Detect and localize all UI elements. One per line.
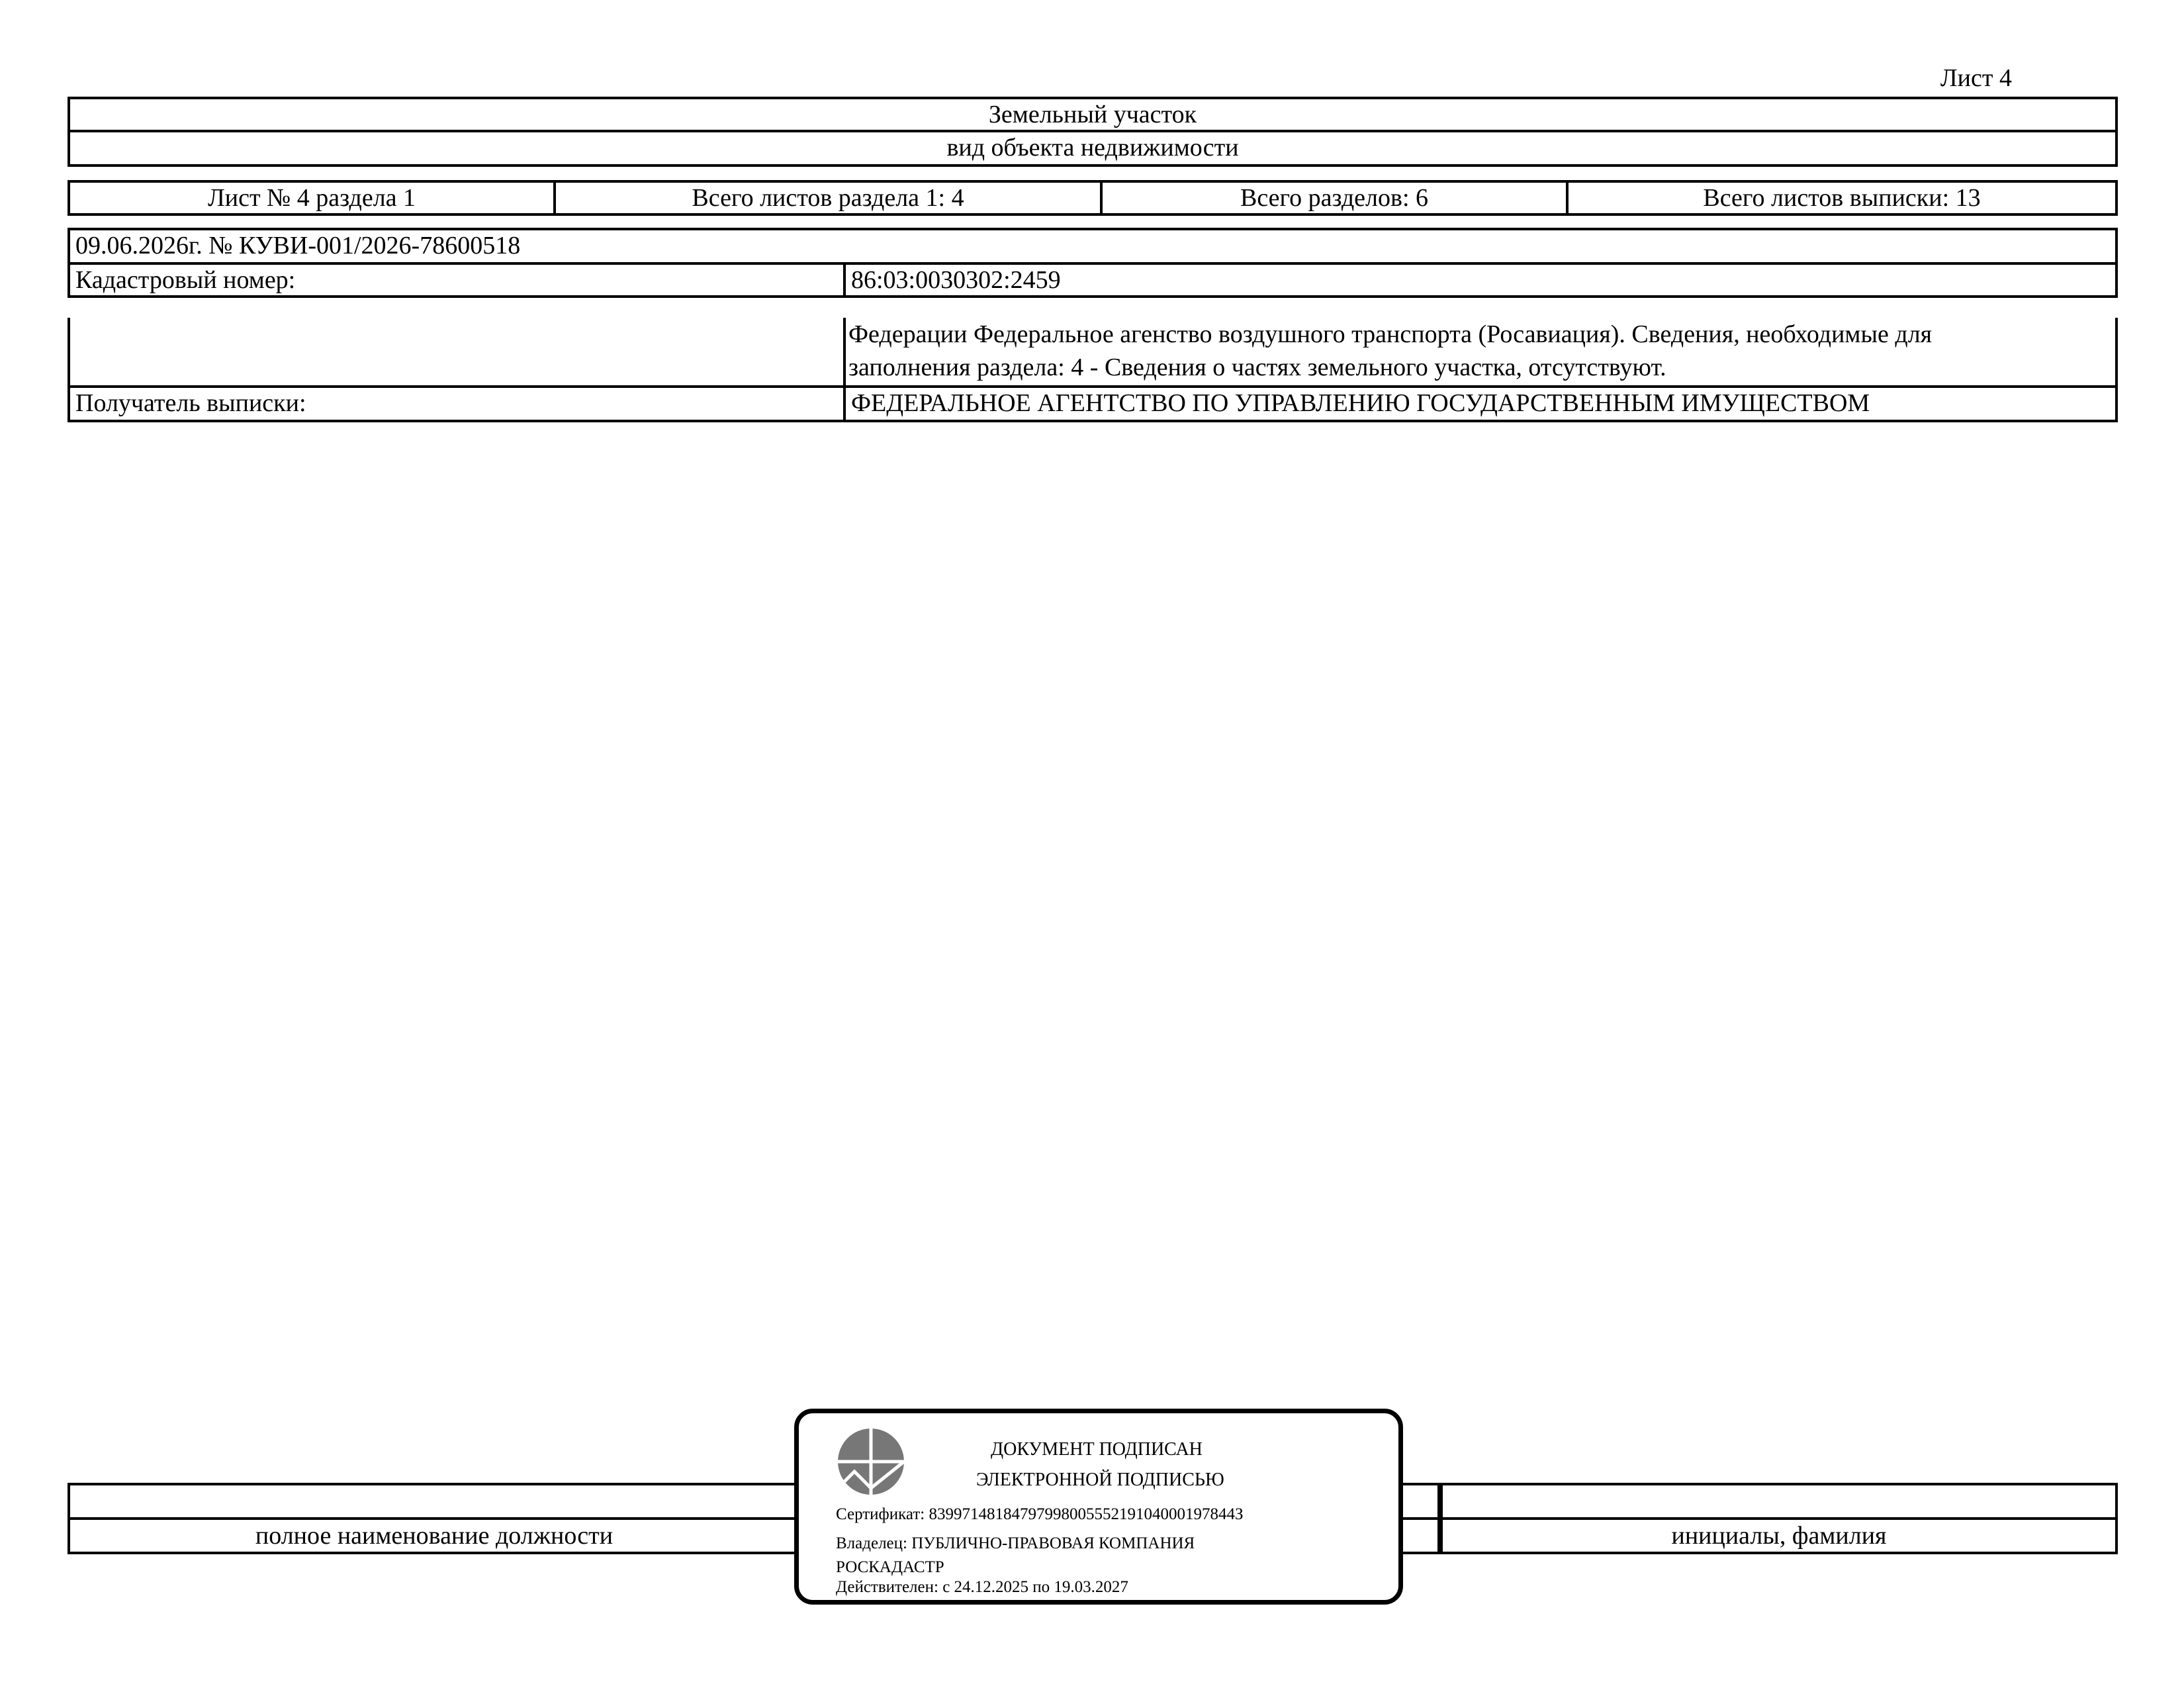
- continuation-line-2: заполнения раздела: 4 - Сведения о частях земельного участка, отсутствуют.: [848, 353, 1666, 381]
- object-type-caption: вид объекта недвижимости: [68, 130, 2118, 167]
- stamp-owner-line-1: Владелец: ПУБЛИЧНО-ПРАВОВАЯ КОМПАНИЯ: [836, 1534, 1195, 1552]
- extract-date-number: 09.06.2026г. № КУВИ-001/2026-78600518: [68, 228, 2118, 265]
- stamp-validity: Действителен: с 24.12.2025 по 19.03.2027: [836, 1578, 1128, 1596]
- continuation-line-1: Федерации Федеральное агенство воздушного транспорта (Росавиация). Сведения, необходимые для: [848, 320, 1933, 348]
- signature-table-right-line: [2115, 1483, 2118, 1554]
- recipient-label: Получатель выписки:: [68, 385, 846, 422]
- name-caption: инициалы, фамилия: [1671, 1522, 1887, 1550]
- total-sheets-extract: Всего листов выписки: 13: [1566, 180, 2118, 216]
- total-sheets-section: Всего листов раздела 1: 4: [553, 180, 1103, 216]
- stamp-title-line-2: ЭЛЕКТРОННОЙ ПОДПИСЬЮ: [976, 1470, 1224, 1490]
- stamp-title-line-1: ДОКУМЕНТ ПОДПИСАН: [991, 1439, 1203, 1460]
- stamp-owner-line-2: РОСКАДАСТР: [836, 1558, 944, 1576]
- sheet-of-section: Лист № 4 раздела 1: [68, 180, 556, 216]
- cadastral-number-label: Кадастровый номер:: [68, 262, 846, 298]
- stamp-certificate: Сертификат: 8399714818479799800555219104000197844З: [836, 1505, 1244, 1523]
- roskadastr-logo-icon: [835, 1425, 907, 1498]
- continuation-text: [843, 318, 2118, 388]
- total-sections: Всего разделов: 6: [1100, 180, 1569, 216]
- object-type: Земельный участок: [68, 97, 2118, 132]
- electronic-signature-stamp: [794, 1409, 1403, 1605]
- position-caption: полное наименование должности: [255, 1522, 614, 1550]
- recipient-value: ФЕДЕРАЛЬНОЕ АГЕНТСТВО ПО УПРАВЛЕНИЮ ГОСУДАРСТВЕННЫМ ИМУЩЕСТВОМ: [843, 385, 2118, 422]
- sheet-label: Лист 4: [1940, 64, 2012, 92]
- cadastral-number-value: 86:03:0030302:2459: [843, 262, 2118, 298]
- continuation-label-cell: [68, 318, 846, 388]
